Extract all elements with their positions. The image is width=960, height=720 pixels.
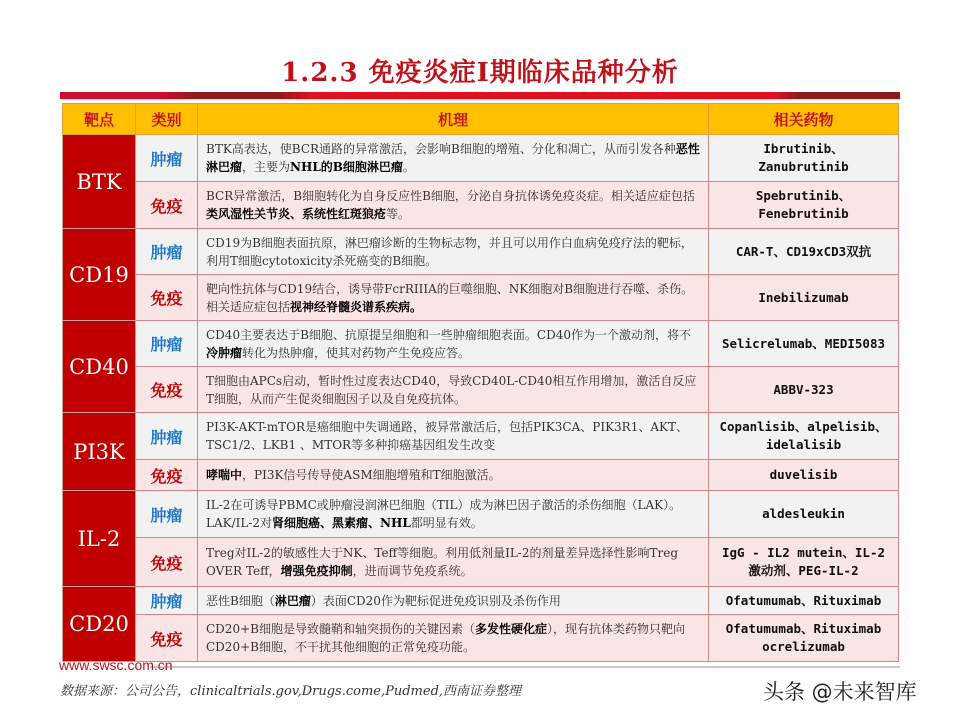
table-row: [63, 587, 899, 615]
data-source-note: 数据来源：公司公告，clinicaltrials.gov,Drugs.come,Pudmed,西南证券整理: [60, 684, 522, 699]
category-tumor: 肿瘤: [136, 491, 198, 538]
mechanism-text: IL-2在可诱导PBMC或肿瘤浸润淋巴细胞（TIL）成为淋巴因子激活的杀伤细胞（LAK）。LAK/IL-2对: [206, 498, 682, 530]
drugs-cell: [709, 413, 899, 460]
mechanism-text: ），现有抗体类药物只靶向CD20+B细胞，不干扰其他细胞的正常免疫功能。: [206, 622, 685, 654]
mechanism-text: 恶性B细胞（: [206, 593, 275, 608]
footer-divider: [150, 666, 900, 668]
drugs-cell: [709, 275, 899, 321]
mechanism-text: PI3K-AKT-mTOR是癌细胞中失调通路，被异常激活后，包括PIK3CA、PIK3R1、AKT、TSC1/2、LKB1 、MTOR等多种抑癌基因组发生改变: [206, 420, 688, 452]
mechanism-text: BCR异常激活，B细胞转化为自身反应性B细胞，分泌自身抗体诱免疫炎症。相关适应症包括: [206, 189, 695, 203]
mechanism-text: CD20+B细胞是导致髓鞘和轴突损伤的关键因素（: [206, 622, 475, 636]
target-cell: IL-2: [63, 491, 136, 587]
table-row: [63, 321, 899, 367]
category-immune: 免疫: [136, 460, 198, 491]
category-immune: 免疫: [136, 182, 198, 229]
drug-name: Ibrutinib、: [763, 141, 844, 156]
mechanism-highlight: 视神经脊髓炎谱系疾病。: [290, 299, 423, 314]
mechanism-cell: [198, 135, 709, 182]
drug-name: Zanubrutinib: [758, 159, 849, 174]
mechanism-text: ，进而调节免疫系统。: [352, 564, 473, 578]
category-tumor: 肿瘤: [136, 413, 198, 460]
drugs-cell: [709, 321, 899, 367]
mechanism-cell: [198, 491, 709, 538]
table-row: [63, 229, 899, 275]
drugs-cell: [709, 182, 899, 229]
table-row: [63, 275, 899, 321]
category-tumor: 肿瘤: [136, 135, 198, 182]
mechanism-text: 靶向性抗体与CD19结合，诱导带FcrRIIIA的巨噬细胞、NK细胞对B细胞进行吞噬、杀伤。相关适应症包括: [206, 281, 694, 314]
category-tumor: 肿瘤: [136, 321, 198, 367]
category-tumor: 肿瘤: [136, 587, 198, 615]
mechanism-text: Treg对IL-2的敏感性大于NK、Teff等细胞。利用低剂量IL-2的剂量差异选择性影响Treg OVER Teff，: [206, 546, 679, 578]
header-category: 类别: [136, 104, 198, 135]
target-cell: CD20: [63, 587, 136, 662]
mechanism-text: ，PI3K信号传导使ASM细胞增殖和T细胞激活。: [242, 468, 501, 482]
mechanism-cell: [198, 275, 709, 321]
drugs-cell: [709, 367, 899, 413]
drug-name: CAR-T、CD19xCD3双抗: [735, 243, 872, 259]
drug-name: duvelisib: [769, 467, 838, 482]
drug-name: Fenebrutinib: [758, 206, 849, 221]
mechanism-highlight: 多发性硬化症: [474, 622, 547, 636]
mechanism-cell: [198, 413, 709, 460]
mechanism-text: BTK高表达，使BCR通路的异常激活，会影响B细胞的增殖、分化和凋亡，从而引发各种: [206, 142, 676, 156]
drugs-cell: [709, 538, 899, 587]
drugs-cell: [709, 135, 899, 182]
mechanism-cell: [198, 321, 709, 367]
mechanism-highlight: 淋巴瘤: [274, 593, 311, 608]
mechanism-cell: [198, 182, 709, 229]
drug-name: ABBV-323: [773, 381, 834, 397]
category-immune: 免疫: [136, 367, 198, 413]
decorative-red-band: [60, 92, 900, 99]
category-immune: 免疫: [136, 275, 198, 321]
table-row: [63, 135, 899, 182]
drug-name: Copanlisib、alpelisib、: [719, 419, 888, 434]
drug-name: Spebrutinib、: [755, 188, 852, 203]
mechanism-highlight: 类风湿性关节炎、系统性红斑狼疮: [206, 207, 387, 221]
table-row: [63, 182, 899, 229]
category-tumor: 肿瘤: [136, 229, 198, 275]
drugs-cell: [709, 587, 899, 615]
drug-name: Selicrelumab、MEDI5083: [721, 335, 885, 351]
mechanism-highlight: 肾细胞癌、黑素瘤、NHL: [272, 516, 411, 530]
drug-name: Ofatumumab、Rituximab: [725, 621, 882, 636]
drug-name: Ofatumumab、Rituximab: [725, 592, 882, 608]
drug-name: Inebilizumab: [758, 289, 849, 305]
mechanism-highlight: 哮喘中: [206, 468, 243, 482]
table-row: [63, 367, 899, 413]
mechanism-text: 都明显有效。: [410, 516, 483, 530]
target-cell: PI3K: [63, 413, 136, 491]
drugs-cell: [709, 615, 899, 662]
header-drugs: 相关药物: [709, 104, 899, 135]
drug-name: idelalisib: [765, 437, 842, 452]
table-row: [63, 538, 899, 587]
table-row: [63, 491, 899, 538]
header-target: 靶点: [63, 104, 136, 135]
mechanism-highlight: NHL的B细胞淋巴瘤: [290, 160, 403, 174]
mechanism-highlight: 增强免疫抑制: [280, 564, 353, 578]
mechanism-text: CD40主要表达于B细胞、抗原提呈细胞和一些肿瘤细胞表面。CD40作为一个激动剂，将不: [206, 327, 691, 342]
clinical-pipeline-table: [62, 103, 899, 662]
mechanism-highlight: 冷肿瘤: [206, 345, 243, 360]
header-mechanism: 机理: [198, 104, 709, 135]
table-row: [63, 460, 899, 491]
table-row: [63, 615, 899, 662]
mechanism-highlight: 恶性淋巴瘤: [206, 142, 700, 174]
mechanism-text: 等。: [386, 207, 411, 221]
drug-name: IgG - IL2 mutein、IL-2: [721, 545, 885, 560]
drugs-cell: [709, 229, 899, 275]
mechanism-text: 。: [402, 160, 415, 174]
drug-name: ocrelizumab: [762, 639, 845, 654]
category-immune: 免疫: [136, 538, 198, 587]
page-title: 1.2.3 免疫炎症I期临床品种分析: [281, 58, 679, 88]
mechanism-cell: [198, 587, 709, 615]
mechanism-text: 转化为热肿瘤，使其对药物产生免疫应答。: [242, 345, 471, 360]
drug-name: 激动剂、PEG-IL-2: [748, 563, 859, 578]
table-row: [63, 413, 899, 460]
mechanism-cell: [198, 229, 709, 275]
drugs-cell: [709, 491, 899, 538]
table-header-row: [63, 104, 899, 135]
mechanism-cell: [198, 460, 709, 491]
drug-name: aldesleukin: [762, 506, 845, 521]
mechanism-text: T细胞由APCs启动，暂时性过度表达CD40，导致CD40L-CD40相互作用增加，激活自反应T细胞，从而产生促炎细胞因子以及自免疫抗体。: [206, 373, 697, 406]
drugs-cell: [709, 460, 899, 491]
target-cell: BTK: [63, 135, 136, 229]
category-immune: 免疫: [136, 615, 198, 662]
mechanism-text: ，主要为: [242, 160, 291, 174]
target-cell: CD40: [63, 321, 136, 413]
mechanism-text: CD19为B细胞表面抗原，淋巴瘤诊断的生物标志物，并且可以用作白血病免疫疗法的靶标，利用T细胞cytotoxicity杀死癌变的B细胞。: [206, 235, 693, 268]
target-cell: CD19: [63, 229, 136, 321]
mechanism-cell: [198, 538, 709, 587]
website-link[interactable]: www.swsc.com.cn: [59, 657, 173, 673]
mechanism-text: ）表面CD20作为靶标促进免疫识别及杀伤作用: [310, 593, 561, 608]
mechanism-cell: [198, 367, 709, 413]
mechanism-cell: [198, 615, 709, 662]
watermark: 头条 @未来智库: [763, 680, 917, 704]
